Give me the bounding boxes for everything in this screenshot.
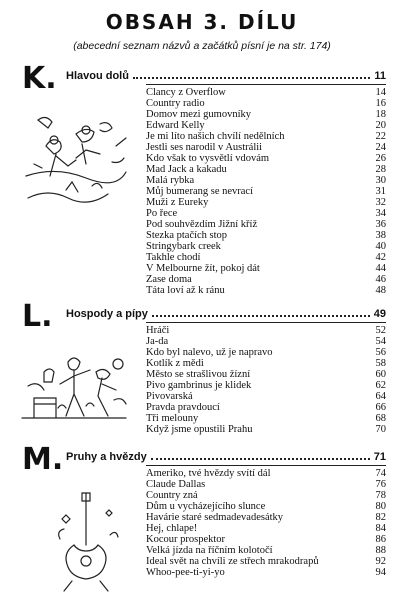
entry-page: 31 <box>375 186 386 197</box>
entry-page: 84 <box>375 523 386 534</box>
section-heading-row[interactable] <box>66 306 386 320</box>
toc-entry[interactable] <box>146 556 386 567</box>
entry-title: Velká jízda na říčním kolotočí <box>146 545 273 556</box>
entry-title: Mad Jack a kakadu <box>146 164 227 175</box>
toc-entry[interactable] <box>146 252 386 263</box>
entry-page: 20 <box>375 120 386 131</box>
entry-title: Hej, chlape! <box>146 523 198 534</box>
dot-leader <box>151 458 370 460</box>
entry-page: 40 <box>375 241 386 252</box>
toc-entry[interactable] <box>146 358 386 369</box>
pub-brawl-sketch-illustration <box>14 342 134 432</box>
toc-entry[interactable] <box>146 230 386 241</box>
toc-entry[interactable] <box>146 534 386 545</box>
section-divider <box>146 84 386 85</box>
toc-entry[interactable] <box>146 325 386 336</box>
entry-title: Ja-da <box>146 336 169 347</box>
page-title: OBSAH 3. DÍLU <box>105 10 299 34</box>
entry-page: 70 <box>375 424 386 435</box>
entry-title: Kdo byl nalevo, už je napravo <box>146 347 273 358</box>
entry-title: Stezka ptačích stop <box>146 230 228 241</box>
entry-page: 48 <box>375 285 386 296</box>
entry-page: 34 <box>375 208 386 219</box>
entry-title: Kocour prospektor <box>146 534 226 545</box>
entry-page: 22 <box>375 131 386 142</box>
entry-page: 44 <box>375 263 386 274</box>
entry-page: 24 <box>375 142 386 153</box>
entry-title: V Melbourne žít, pokoj dát <box>146 263 260 274</box>
cowboys-sketch-illustration <box>16 106 134 216</box>
toc-entry[interactable] <box>146 208 386 219</box>
entry-page: 78 <box>375 490 386 501</box>
entry-title: Pivo gambrinus je klidek <box>146 380 252 391</box>
entry-page: 92 <box>375 556 386 567</box>
entry-page: 16 <box>375 98 386 109</box>
dot-leader <box>152 315 370 317</box>
toc-entry[interactable] <box>146 490 386 501</box>
section-heading-row[interactable] <box>66 449 386 463</box>
entry-list <box>146 325 386 435</box>
entry-page: 74 <box>375 468 386 479</box>
entry-title: Muži z Eureky <box>146 197 209 208</box>
toc-entry[interactable] <box>146 402 386 413</box>
entry-page: 30 <box>375 175 386 186</box>
entry-page: 26 <box>375 153 386 164</box>
entry-page: 32 <box>375 197 386 208</box>
entry-title: Zase doma <box>146 274 192 285</box>
entry-page: 38 <box>375 230 386 241</box>
page-subtitle: (abecední seznam názvů a začátků písní je na str. 174) <box>73 40 331 52</box>
section-page: 11 <box>374 70 386 82</box>
section-divider <box>146 322 386 323</box>
entry-title: Takhle chodí <box>146 252 201 263</box>
entry-page: 42 <box>375 252 386 263</box>
toc-entry[interactable] <box>146 142 386 153</box>
section-heading: Pruhy a hvězdy <box>66 451 147 463</box>
toc-entry[interactable] <box>146 413 386 424</box>
entry-page: 76 <box>375 479 386 490</box>
toc-entry[interactable] <box>146 164 386 175</box>
guitar-sketch-illustration <box>52 489 122 593</box>
toc-entry[interactable] <box>146 153 386 164</box>
toc-entry[interactable] <box>146 241 386 252</box>
toc-entry[interactable] <box>146 336 386 347</box>
entry-title: Město se strašlivou žízní <box>146 369 251 380</box>
entry-page: 56 <box>375 347 386 358</box>
toc-entry[interactable] <box>146 512 386 523</box>
entry-page: 82 <box>375 512 386 523</box>
toc-entry[interactable] <box>146 369 386 380</box>
entry-list <box>146 468 386 578</box>
entry-page: 54 <box>375 336 386 347</box>
entry-page: 58 <box>375 358 386 369</box>
entry-title: Domov mezi gumovníky <box>146 109 251 120</box>
toc-entry[interactable] <box>146 98 386 109</box>
dot-leader <box>133 77 370 79</box>
entry-page: 52 <box>375 325 386 336</box>
entry-page: 88 <box>375 545 386 556</box>
toc-entry[interactable] <box>146 263 386 274</box>
entry-title: Kotlík z mědi <box>146 358 204 369</box>
section-letter: K. <box>22 61 57 96</box>
entry-page: 66 <box>375 402 386 413</box>
entry-title: Pod souhvězdím Jižní kříž <box>146 219 258 230</box>
section-page: 71 <box>373 451 386 463</box>
entry-title: Dům u vycházejícího slunce <box>146 501 266 512</box>
entry-page: 86 <box>375 534 386 545</box>
entry-title: Ameriko, tvé hvězdy svítí dál <box>146 468 271 479</box>
toc-entry[interactable] <box>146 197 386 208</box>
section-letter: M. <box>22 442 64 477</box>
entry-title: Po řece <box>146 208 178 219</box>
toc-entry[interactable] <box>146 186 386 197</box>
toc-entry[interactable] <box>146 479 386 490</box>
entry-title: Pravda pravdoucí <box>146 402 220 413</box>
toc-entry[interactable] <box>146 347 386 358</box>
toc-entry[interactable] <box>146 87 386 98</box>
entry-page: 94 <box>375 567 386 578</box>
entry-page: 60 <box>375 369 386 380</box>
entry-title: Country zná <box>146 490 198 501</box>
entry-page: 18 <box>375 109 386 120</box>
entry-title: Táta loví až k ránu <box>146 285 225 296</box>
entry-page: 62 <box>375 380 386 391</box>
entry-title: Hráči <box>146 325 170 336</box>
toc-entry[interactable] <box>146 424 386 435</box>
section-divider <box>146 465 386 466</box>
section-heading: Hlavou dolů <box>66 70 129 82</box>
entry-title: Můj bumerang se nevrací <box>146 186 254 197</box>
section-letter: L. <box>22 299 53 334</box>
entry-title: Clancy z Overflow <box>146 87 226 98</box>
entry-title: Claude Dallas <box>146 479 206 490</box>
entry-title: Stringybark creek <box>146 241 221 252</box>
section-heading: Hospody a pípy <box>66 308 148 320</box>
toc-entry[interactable] <box>146 380 386 391</box>
entry-page: 36 <box>375 219 386 230</box>
toc-entry[interactable] <box>146 567 386 578</box>
entry-title: Jestli ses narodil v Austrálii <box>146 142 263 153</box>
toc-entry[interactable] <box>146 285 386 296</box>
toc-entry[interactable] <box>146 120 386 131</box>
toc-entry[interactable] <box>146 523 386 534</box>
entry-title: Když jsme opustili Prahu <box>146 424 253 435</box>
entry-page: 68 <box>375 413 386 424</box>
entry-title: Kdo však to vysvětlí vdovám <box>146 153 270 164</box>
toc-entry[interactable] <box>146 219 386 230</box>
entry-page: 14 <box>375 87 386 98</box>
entry-title: Ideal svět na chvíli ze střech mrakodrapů <box>146 556 319 567</box>
toc-entry[interactable] <box>146 468 386 479</box>
entry-title: Tři melouny <box>146 413 199 424</box>
section-heading-row[interactable] <box>66 68 386 82</box>
entry-list <box>146 87 386 296</box>
toc-entry[interactable] <box>146 274 386 285</box>
entry-page: 64 <box>375 391 386 402</box>
toc-entry[interactable] <box>146 545 386 556</box>
toc-entry[interactable] <box>146 501 386 512</box>
entry-title: Pivovarská <box>146 391 193 402</box>
entry-page: 80 <box>375 501 386 512</box>
toc-entry[interactable] <box>146 109 386 120</box>
entry-title: Whoo-pee-ti-yi-yo <box>146 567 225 578</box>
entry-title: Country radio <box>146 98 205 109</box>
toc-entry[interactable] <box>146 391 386 402</box>
toc-entry[interactable] <box>146 175 386 186</box>
entry-page: 28 <box>375 164 386 175</box>
entry-page: 46 <box>375 274 386 285</box>
entry-title: Malá rybka <box>146 175 195 186</box>
entry-title: Je mi líto našich chvílí nedělních <box>146 131 285 142</box>
toc-entry[interactable] <box>146 131 386 142</box>
section-page: 49 <box>373 308 386 320</box>
entry-title: Edward Kelly <box>146 120 205 131</box>
entry-title: Havárie staré sedmadevadesátky <box>146 512 284 523</box>
